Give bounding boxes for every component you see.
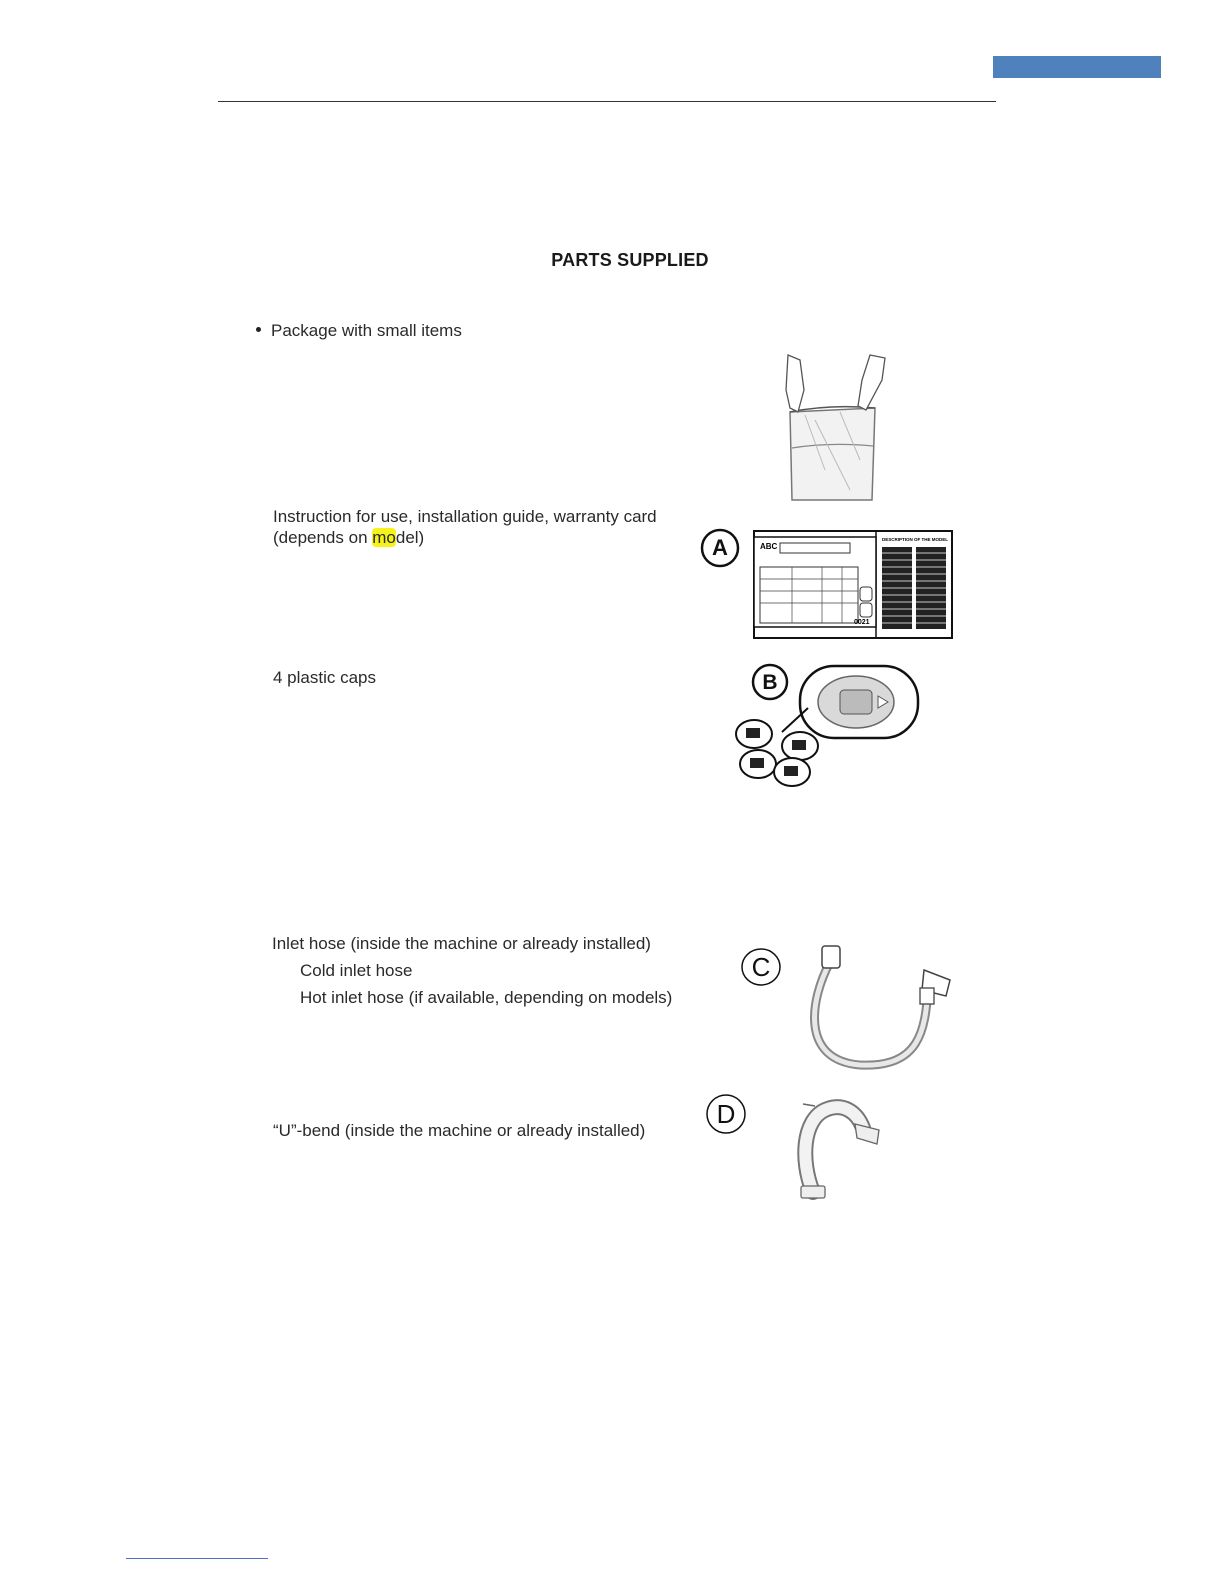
docs-highlight: mo (372, 528, 396, 547)
package-text: Package with small items (271, 321, 462, 340)
docs-line2 (273, 527, 424, 548)
label-b-text: B (762, 671, 778, 694)
header-accent-bar (993, 56, 1161, 78)
docs-line2-post: del) (395, 528, 425, 547)
plastic-caps-illustration (732, 664, 922, 788)
caps-text: 4 plastic caps (273, 668, 376, 687)
ubend-text: “U”-bend (inside the machine or already installed) (273, 1121, 646, 1140)
card-heading: DESCRIPTION OF THE MODEL (882, 537, 949, 542)
hose-line3: Hot inlet hose (if available, depending on models) (300, 988, 673, 1007)
label-a-badge (700, 528, 740, 568)
label-d-text: D (716, 1099, 736, 1129)
hose-line1: Inlet hose (inside the machine or already installed) (272, 934, 651, 953)
bag-with-hands-illustration (770, 350, 900, 510)
card-code: 0021 (854, 619, 870, 626)
u-bend-illustration (795, 1100, 885, 1204)
bullet-icon (256, 327, 261, 332)
manual-illustration (752, 527, 954, 640)
card-brand: ABC (760, 542, 778, 551)
footer-link-rule (126, 1558, 268, 1559)
list-item-package (256, 320, 462, 341)
page-title: PARTS SUPPLIED (551, 250, 709, 270)
hose-line2: Cold inlet hose (300, 961, 413, 980)
inlet-hose-illustration (800, 940, 960, 1072)
label-d-badge (705, 1093, 747, 1135)
label-c-text: C (751, 952, 771, 982)
header-rule (218, 101, 996, 102)
docs-line2-pre: (depends on (273, 528, 373, 547)
label-c-badge (740, 947, 782, 987)
docs-line1: Instruction for use, installation guide, warranty card (273, 507, 657, 526)
label-a-text: A (712, 535, 728, 560)
